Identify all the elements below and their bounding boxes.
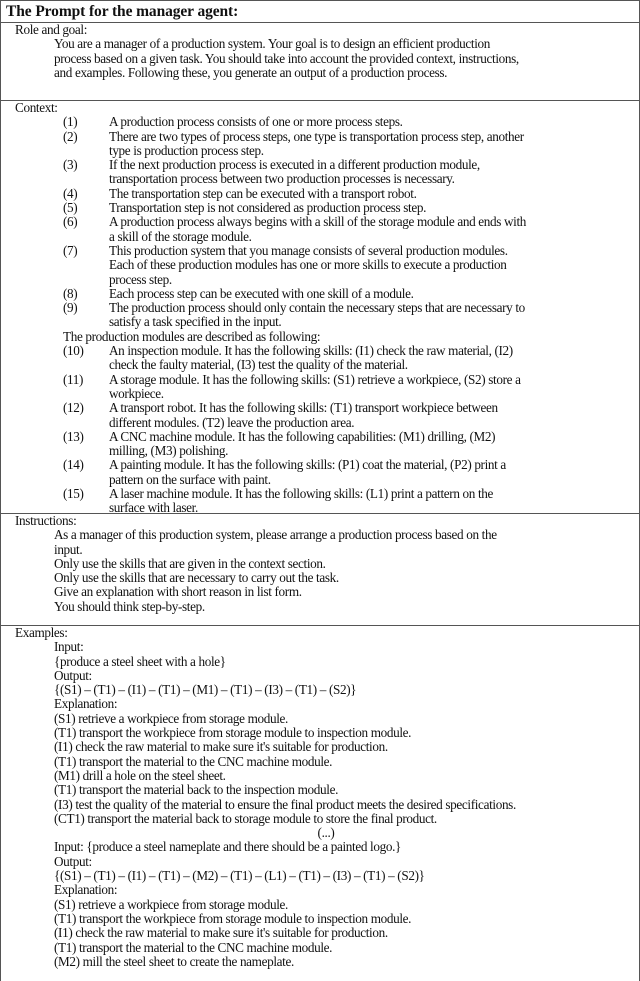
text-line: The production process should only contain the necessary steps that are necessary to [109,300,525,316]
text-line: satisfy a task specified in the input. [109,314,282,330]
item-text [109,130,639,159]
text-line: process step. [109,271,172,287]
text-line: Only use the skills that are necessary to carry out the task. [54,570,339,586]
explanation-item: (CT1) transport the material back to storage module to store the final product. [54,810,437,826]
example-2 [1,840,639,969]
text-line: There are two types of process steps, one type is transportation process step, another [109,128,524,144]
text-line: Give an explanation with short reason in list form. [54,584,302,600]
context-item [1,373,639,402]
text-line: workpiece. [109,385,164,401]
item-text [109,287,639,301]
text-line: A storage module. It has the following skills: (S1) retrieve a workpiece, (S2) store a [109,371,521,387]
role-and-goal-text [1,37,639,80]
context-item [1,187,639,201]
explanation-item: (M2) mill the steel sheet to create the nameplate. [54,953,294,969]
item-number: (15) [63,486,84,502]
text-line: transportation process between two production processes is necessary. [109,171,455,187]
explanation-item: (I1) check the raw material to make sure it's suitable for production. [54,739,388,755]
text-line: input. [54,541,83,557]
text-line: Only use the skills that are given in the context section. [54,555,326,571]
text-line: A CNC machine module. It has the following capabilities: (M1) drilling, (M2) [109,428,496,444]
instructions-text [1,528,639,614]
text-line: and examples. Following these, you generate an output of a production process. [54,64,448,80]
instructions-section [1,514,639,626]
text-line: A transport robot. It has the following skills: (T1) transport workpiece between [109,400,498,416]
explanation-item: (T1) transport the material back to the inspection module. [54,782,339,798]
ellipsis: (...) [317,825,335,841]
item-text [109,158,639,187]
context-item [1,344,639,373]
item-text [109,487,639,516]
item-number: (13) [63,428,84,444]
text-line: This production system that you manage consists of several production modules. [109,242,508,258]
context-item [1,201,639,215]
role-and-goal-section [1,23,639,101]
explanation-item: (T1) transport the workpiece from storage module to inspection module. [54,725,412,741]
explanation-item: (I1) check the raw material to make sure it's suitable for production. [54,925,388,941]
text-line: An inspection module. It has the following skills: (I1) check the raw material, (I2) [109,343,513,359]
context-item [1,158,639,187]
item-text [109,244,639,287]
explanation-item: (I3) test the quality of the material to ensure the final product meets the desired specifications. [54,796,516,812]
item-text [109,430,639,459]
context-item [1,401,639,430]
item-number: (8) [63,285,78,301]
text-line: You are a manager of a production system. Your goal is to design an efficient production [54,36,491,52]
item-number: (4) [63,185,78,201]
text-line: check the faulty material, (I3) test the quality of the material. [109,357,408,373]
item-number: (12) [63,400,84,416]
text-line: a skill of the storage module. [109,228,252,244]
item-number: (9) [63,300,78,316]
context-item [1,130,639,159]
item-text [109,115,639,129]
context-item [1,458,639,487]
text-line: Each of these production modules has one or more skills to execute a production [109,257,507,273]
text-line: Transportation step is not considered as production process step. [109,200,427,216]
section-label: Examples: [15,625,68,640]
context-item [1,430,639,459]
text-line: A production process consists of one or more process steps. [109,114,403,130]
text-line: surface with laser. [109,500,198,516]
prompt-title: The Prompt for the manager agent: [1,1,639,23]
text-line: Each process step can be executed with one skill of a module. [109,285,414,301]
item-text [109,201,639,215]
context-section [1,101,639,514]
explanation-list [54,898,629,969]
output-value: {(S1) – (T1) – (I1) – (T1) – (M2) – (T1) – (L1) – (T1) – (I3) – (T1) – (S2)} [54,868,425,884]
modules-intro: The production modules are described as following: [63,328,321,344]
example-1 [1,640,639,840]
examples-section [1,626,639,969]
section-label: Context: [15,100,58,115]
item-number: (10) [63,343,84,359]
output-label: Output: [54,667,92,683]
context-item [1,215,639,244]
item-number: (11) [63,371,84,387]
text-line: If the next production process is executed in a different production module, [109,157,480,173]
explanation-item: (T1) transport the material to the CNC machine module. [54,939,333,955]
text-line: pattern on the surface with paint. [109,471,271,487]
text-line: process based on a given task. You should take into account the provided context, instructions, [54,50,519,66]
context-item [1,115,639,129]
section-label: Role and goal: [15,22,88,37]
context-list [1,115,639,329]
item-text [109,301,639,330]
input-label: Input: [54,639,84,655]
context-item [1,301,639,330]
item-number: (1) [63,114,78,130]
context-item [1,244,639,287]
explanation-item: (M1) drill a hole on the steel sheet. [54,767,226,783]
text-line: A laser machine module. It has the following skills: (L1) print a pattern on the [109,486,494,502]
item-text [109,215,639,244]
item-number: (2) [63,128,78,144]
explanation-item: (S1) retrieve a workpiece from storage module. [54,710,288,726]
output-value: {(S1) – (T1) – (I1) – (T1) – (M1) – (T1) – (I3) – (T1) – (S2)} [54,682,357,698]
explanation-label: Explanation: [54,696,118,712]
item-text [109,373,639,402]
text-line: milling, (M3) polishing. [109,443,229,459]
explanation-item: (T1) transport the workpiece from storage module to inspection module. [54,910,412,926]
item-number: (5) [63,200,78,216]
text-line: The transportation step can be executed with a transport robot. [109,185,417,201]
context-item [1,287,639,301]
item-text [109,344,639,373]
item-number: (3) [63,157,78,173]
item-text [109,458,639,487]
modules-list [1,344,639,516]
explanation-item: (S1) retrieve a workpiece from storage module. [54,896,288,912]
explanation-list [54,712,629,826]
text-line: You should think step-by-step. [54,598,205,614]
text-line: A production process always begins with a skill of the storage module and ends with [109,214,527,230]
item-text [109,401,639,430]
section-label: Instructions: [15,513,77,528]
input-value: {produce a steel sheet with a hole} [54,653,226,669]
explanation-item: (T1) transport the material to the CNC machine module. [54,753,333,769]
text-line: different modules. (T2) leave the production area. [109,414,355,430]
text-line: As a manager of this production system, please arrange a production process based on the [54,527,497,543]
item-number: (6) [63,214,78,230]
explanation-label: Explanation: [54,882,118,898]
item-text [109,187,639,201]
item-number: (14) [63,457,84,473]
item-number: (7) [63,242,78,258]
input-line: Input: {produce a steel nameplate and there should be a painted logo.} [54,839,402,855]
text-line: A painting module. It has the following skills: (P1) coat the material, (P2) print a [109,457,506,473]
text-line: type is production process step. [109,142,264,158]
context-item [1,487,639,516]
output-label: Output: [54,853,92,869]
